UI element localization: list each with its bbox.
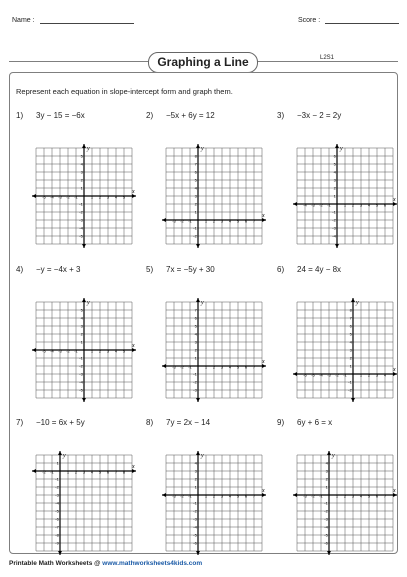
y-tick-label: 7: [349, 315, 352, 321]
problem-1: [16, 111, 85, 120]
problem-equation: −3x − 2 = 2y: [297, 111, 342, 120]
x-tick-label: -3: [58, 194, 62, 200]
y-tick-label: -1: [193, 225, 197, 231]
y-tick-label: -3: [193, 516, 197, 522]
problem-7: [16, 418, 85, 427]
x-tick-label: -2: [66, 194, 70, 200]
x-tick-label: -1: [343, 372, 347, 378]
y-tick-label: -2: [324, 508, 328, 514]
grid-lines: [166, 302, 262, 398]
y-tick-label: 2: [194, 201, 197, 207]
problem-number: 8): [146, 418, 154, 427]
y-tick-label: -2: [55, 484, 59, 490]
y-axis-label: y: [356, 300, 359, 306]
grid-lines: [297, 302, 393, 398]
y-tick-label: -3: [324, 516, 328, 522]
x-tick-label: 2: [343, 493, 347, 499]
y-tick-label: 5: [333, 161, 336, 167]
x-tick-label: 1: [66, 469, 70, 475]
x-tick-label: 4: [114, 348, 118, 354]
y-tick-label: 4: [333, 169, 336, 175]
x-tick-label: 2: [367, 372, 371, 378]
problem-4: [16, 265, 80, 274]
x-tick-label: -1: [74, 194, 78, 200]
x-tick-label: 5: [236, 364, 240, 370]
y-tick-label: 1: [194, 209, 197, 215]
x-tick-label: 4: [228, 493, 232, 499]
problem-number: 9): [277, 418, 285, 427]
x-tick-label: 1: [90, 194, 94, 200]
y-tick-label: -5: [324, 532, 328, 538]
y-tick-label: 5: [194, 323, 197, 329]
x-tick-label: -2: [42, 469, 46, 475]
score-blank[interactable]: [325, 23, 399, 24]
y-tick-label: -4: [193, 524, 197, 530]
y-tick-label: 3: [194, 468, 197, 474]
y-tick-label: 4: [194, 331, 197, 337]
x-tick-label: 6: [244, 493, 248, 499]
problem-equation: 24 = 4y − 8x: [297, 265, 342, 274]
x-tick-label: -4: [50, 194, 54, 200]
x-axis-label: x: [393, 488, 396, 494]
x-axis-label: x: [262, 213, 265, 219]
x-tick-label: -5: [42, 194, 46, 200]
x-tick-label: -3: [172, 218, 176, 224]
x-tick-label: -1: [188, 493, 192, 499]
problem-number: 3): [277, 111, 285, 120]
y-tick-label: 2: [349, 355, 352, 361]
y-tick-label: 2: [333, 185, 336, 191]
coordinate-grid-2[interactable]: [166, 146, 265, 244]
footer: [9, 560, 202, 567]
x-tick-label: 1: [343, 202, 347, 208]
y-tick-label: 3: [333, 177, 336, 183]
x-axis-label: x: [132, 343, 135, 349]
x-tick-label: 7: [252, 218, 256, 224]
x-tick-label: 6: [244, 364, 248, 370]
y-tick-label: 3: [325, 468, 328, 474]
y-tick-label: -4: [324, 524, 328, 530]
x-tick-label: 4: [90, 469, 94, 475]
x-tick-label: 4: [383, 372, 387, 378]
x-tick-label: 8: [122, 469, 126, 475]
y-tick-label: 4: [194, 185, 197, 191]
y-tick-label: 1: [325, 484, 328, 490]
coordinate-grid-5[interactable]: [166, 300, 265, 398]
y-tick-label: -5: [79, 387, 83, 393]
problem-6: [277, 265, 341, 274]
y-tick-label: 1: [194, 484, 197, 490]
y-tick-label: 2: [194, 476, 197, 482]
y-tick-label: -3: [79, 371, 83, 377]
y-tick-label: 5: [349, 331, 352, 337]
coordinate-grid-8[interactable]: [166, 453, 265, 551]
x-tick-label: -3: [327, 372, 331, 378]
y-tick-label: 6: [333, 153, 336, 159]
y-tick-label: 4: [80, 315, 83, 321]
y-tick-label: 6: [349, 323, 352, 329]
problem-2: [146, 111, 215, 120]
problem-3: [277, 111, 341, 120]
y-tick-label: -6: [193, 540, 197, 546]
y-axis-label: y: [201, 146, 204, 152]
y-tick-label: -4: [79, 379, 83, 385]
y-tick-label: 1: [194, 355, 197, 361]
y-tick-label: 2: [80, 331, 83, 337]
y-tick-label: -8: [55, 532, 59, 538]
y-tick-label: -2: [193, 379, 197, 385]
y-tick-label: -1: [324, 500, 328, 506]
y-tick-label: 5: [80, 153, 83, 159]
y-tick-label: 5: [194, 177, 197, 183]
y-tick-label: 4: [325, 460, 328, 466]
x-tick-label: -5: [311, 372, 315, 378]
problem-equation: 3y − 15 = −6x: [36, 111, 85, 120]
y-axis-label: y: [87, 300, 90, 306]
x-tick-label: 2: [212, 364, 216, 370]
x-axis-label: x: [132, 189, 135, 195]
problem-equation: 7x = −5y + 30: [166, 265, 215, 274]
grid-lines: [166, 148, 262, 244]
y-tick-label: -2: [348, 387, 352, 393]
problem-number: 6): [277, 265, 285, 274]
worksheet-title: Graphing a Line: [148, 52, 258, 73]
worksheet-code: L2S1: [320, 55, 335, 61]
y-tick-label: 1: [80, 185, 83, 191]
coordinate-grid-3[interactable]: [297, 146, 396, 244]
x-tick-label: -6: [303, 372, 307, 378]
x-tick-label: 5: [236, 218, 240, 224]
x-tick-label: 3: [351, 493, 355, 499]
x-tick-label: -5: [42, 348, 46, 354]
y-tick-label: -2: [332, 217, 336, 223]
y-tick-label: -5: [79, 233, 83, 239]
x-tick-label: 6: [383, 202, 387, 208]
y-tick-label: -6: [324, 540, 328, 546]
y-tick-label: -4: [79, 225, 83, 231]
x-tick-label: -2: [311, 493, 315, 499]
y-tick-label: 4: [80, 161, 83, 167]
problem-number: 2): [146, 111, 154, 120]
x-tick-label: 2: [98, 348, 102, 354]
y-tick-label: -3: [79, 217, 83, 223]
problem-9: [277, 418, 332, 427]
score-label: Score :: [298, 17, 321, 24]
x-tick-label: 1: [90, 348, 94, 354]
problem-equation: −10 = 6x + 5y: [36, 418, 85, 427]
problem-equation: −y = −4x + 3: [36, 265, 81, 274]
x-tick-label: 5: [375, 202, 379, 208]
y-tick-label: -4: [332, 233, 336, 239]
x-tick-label: 1: [204, 218, 208, 224]
x-tick-label: -4: [319, 372, 323, 378]
x-tick-label: 3: [359, 202, 363, 208]
y-tick-label: -1: [332, 209, 336, 215]
coordinate-grid-4[interactable]: [36, 300, 135, 398]
y-tick-label: 3: [80, 169, 83, 175]
x-tick-label: 3: [220, 364, 224, 370]
y-tick-label: 6: [194, 315, 197, 321]
x-tick-label: 5: [122, 348, 126, 354]
footer-url[interactable]: www.mathworksheets4kids.com: [102, 560, 203, 567]
x-tick-label: 1: [359, 372, 363, 378]
x-tick-label: -1: [74, 348, 78, 354]
x-tick-label: 7: [252, 493, 256, 499]
y-axis-label: y: [340, 146, 343, 152]
problem-equation: 7y = 2x − 14: [166, 418, 211, 427]
x-tick-label: -3: [172, 493, 176, 499]
y-tick-label: 3: [349, 347, 352, 353]
problem-equation: 6y + 6 = x: [297, 418, 333, 427]
y-tick-label: 1: [333, 193, 336, 199]
y-tick-label: 1: [56, 460, 59, 466]
x-tick-label: -3: [58, 348, 62, 354]
x-tick-label: 2: [74, 469, 78, 475]
coordinate-grid-7[interactable]: [36, 453, 135, 551]
y-tick-label: -5: [55, 508, 59, 514]
x-tick-label: 5: [98, 469, 102, 475]
x-tick-label: -1: [319, 493, 323, 499]
y-tick-label: 4: [349, 339, 352, 345]
x-tick-label: 3: [106, 348, 110, 354]
x-tick-label: -3: [172, 364, 176, 370]
x-tick-label: 3: [220, 218, 224, 224]
x-tick-label: -1: [188, 364, 192, 370]
x-tick-label: 1: [204, 364, 208, 370]
x-tick-label: 4: [228, 364, 232, 370]
y-tick-label: 3: [80, 323, 83, 329]
x-tick-label: 7: [114, 469, 118, 475]
x-tick-label: -2: [335, 372, 339, 378]
y-tick-label: -9: [55, 540, 59, 546]
x-tick-label: 2: [351, 202, 355, 208]
x-tick-label: -1: [327, 202, 331, 208]
y-tick-label: -1: [193, 500, 197, 506]
x-tick-label: 7: [383, 493, 387, 499]
problem-number: 4): [16, 265, 24, 274]
x-tick-label: -1: [50, 469, 54, 475]
y-axis-label: y: [201, 300, 204, 306]
x-tick-label: -2: [66, 348, 70, 354]
x-axis-label: x: [262, 359, 265, 365]
problem-8: [146, 418, 210, 427]
y-tick-label: -2: [79, 363, 83, 369]
y-axis-label: y: [332, 453, 335, 459]
x-tick-label: 4: [359, 493, 363, 499]
y-axis-label: y: [201, 453, 204, 459]
x-tick-label: 2: [212, 493, 216, 499]
x-tick-label: 2: [98, 194, 102, 200]
y-tick-label: -5: [193, 532, 197, 538]
x-tick-label: -2: [180, 364, 184, 370]
problem-5: [146, 265, 215, 274]
score-field: [298, 17, 399, 24]
footer-prefix: Printable Math Worksheets @: [9, 560, 103, 567]
y-tick-label: 8: [349, 307, 352, 313]
y-tick-label: 1: [349, 363, 352, 369]
x-tick-label: 6: [244, 218, 248, 224]
x-tick-label: 2: [212, 218, 216, 224]
y-tick-label: 8: [194, 153, 197, 159]
grid-lines: [297, 455, 393, 551]
x-tick-label: -2: [180, 218, 184, 224]
x-tick-label: 6: [106, 469, 110, 475]
x-tick-label: 3: [220, 493, 224, 499]
y-tick-label: -1: [79, 355, 83, 361]
y-tick-label: 2: [194, 347, 197, 353]
y-tick-label: 2: [325, 476, 328, 482]
y-tick-label: 4: [194, 460, 197, 466]
name-label: Name :: [12, 17, 35, 24]
y-axis-label: y: [87, 146, 90, 152]
coordinate-grid-6[interactable]: [297, 300, 396, 398]
y-tick-label: 6: [194, 169, 197, 175]
x-axis-label: x: [132, 464, 135, 470]
y-tick-label: -3: [332, 225, 336, 231]
y-tick-label: -3: [55, 492, 59, 498]
x-tick-label: 3: [82, 469, 86, 475]
x-tick-label: 5: [122, 194, 126, 200]
x-tick-label: -3: [303, 493, 307, 499]
x-tick-label: -3: [311, 202, 315, 208]
y-tick-label: -3: [193, 387, 197, 393]
x-tick-label: 1: [335, 493, 339, 499]
x-tick-label: 4: [367, 202, 371, 208]
y-tick-label: -2: [193, 233, 197, 239]
problem-number: 5): [146, 265, 154, 274]
x-axis-label: x: [262, 488, 265, 494]
y-tick-label: -4: [55, 500, 59, 506]
y-tick-label: -1: [193, 371, 197, 377]
y-tick-label: 1: [80, 339, 83, 345]
x-axis-label: x: [393, 197, 396, 203]
y-tick-label: -7: [55, 524, 59, 530]
y-tick-label: 7: [194, 307, 197, 313]
x-tick-label: 3: [375, 372, 379, 378]
grid-lines: [297, 148, 393, 244]
coordinate-grid-1[interactable]: [36, 146, 135, 244]
y-tick-label: 3: [194, 339, 197, 345]
x-tick-label: 5: [367, 493, 371, 499]
y-tick-label: -2: [193, 508, 197, 514]
y-tick-label: -6: [55, 516, 59, 522]
name-blank[interactable]: [40, 23, 134, 24]
x-axis-label: x: [393, 367, 396, 373]
x-tick-label: 4: [114, 194, 118, 200]
x-tick-label: 3: [106, 194, 110, 200]
grid-lines: [166, 455, 262, 551]
x-tick-label: -4: [303, 202, 307, 208]
x-tick-label: 5: [236, 493, 240, 499]
y-tick-label: -1: [348, 379, 352, 385]
x-tick-label: 6: [375, 493, 379, 499]
x-tick-label: 7: [252, 364, 256, 370]
x-tick-label: -1: [188, 218, 192, 224]
problem-equation: −5x + 6y = 12: [166, 111, 215, 120]
problem-number: 1): [16, 111, 24, 120]
x-tick-label: 4: [228, 218, 232, 224]
y-tick-label: 7: [194, 161, 197, 167]
problem-number: 7): [16, 418, 24, 427]
instructions: Represent each equation in slope-intercept form and graph them.: [16, 87, 233, 96]
x-tick-label: -4: [50, 348, 54, 354]
x-tick-label: -2: [180, 493, 184, 499]
y-tick-label: 5: [80, 307, 83, 313]
coordinate-grid-9[interactable]: [297, 453, 396, 551]
y-axis-label: y: [63, 453, 66, 459]
x-tick-label: -2: [319, 202, 323, 208]
y-tick-label: -1: [79, 201, 83, 207]
y-tick-label: 3: [194, 193, 197, 199]
y-tick-label: -2: [79, 209, 83, 215]
y-tick-label: 2: [80, 177, 83, 183]
name-field: [12, 17, 134, 24]
x-tick-label: 1: [204, 493, 208, 499]
y-tick-label: -1: [55, 476, 59, 482]
